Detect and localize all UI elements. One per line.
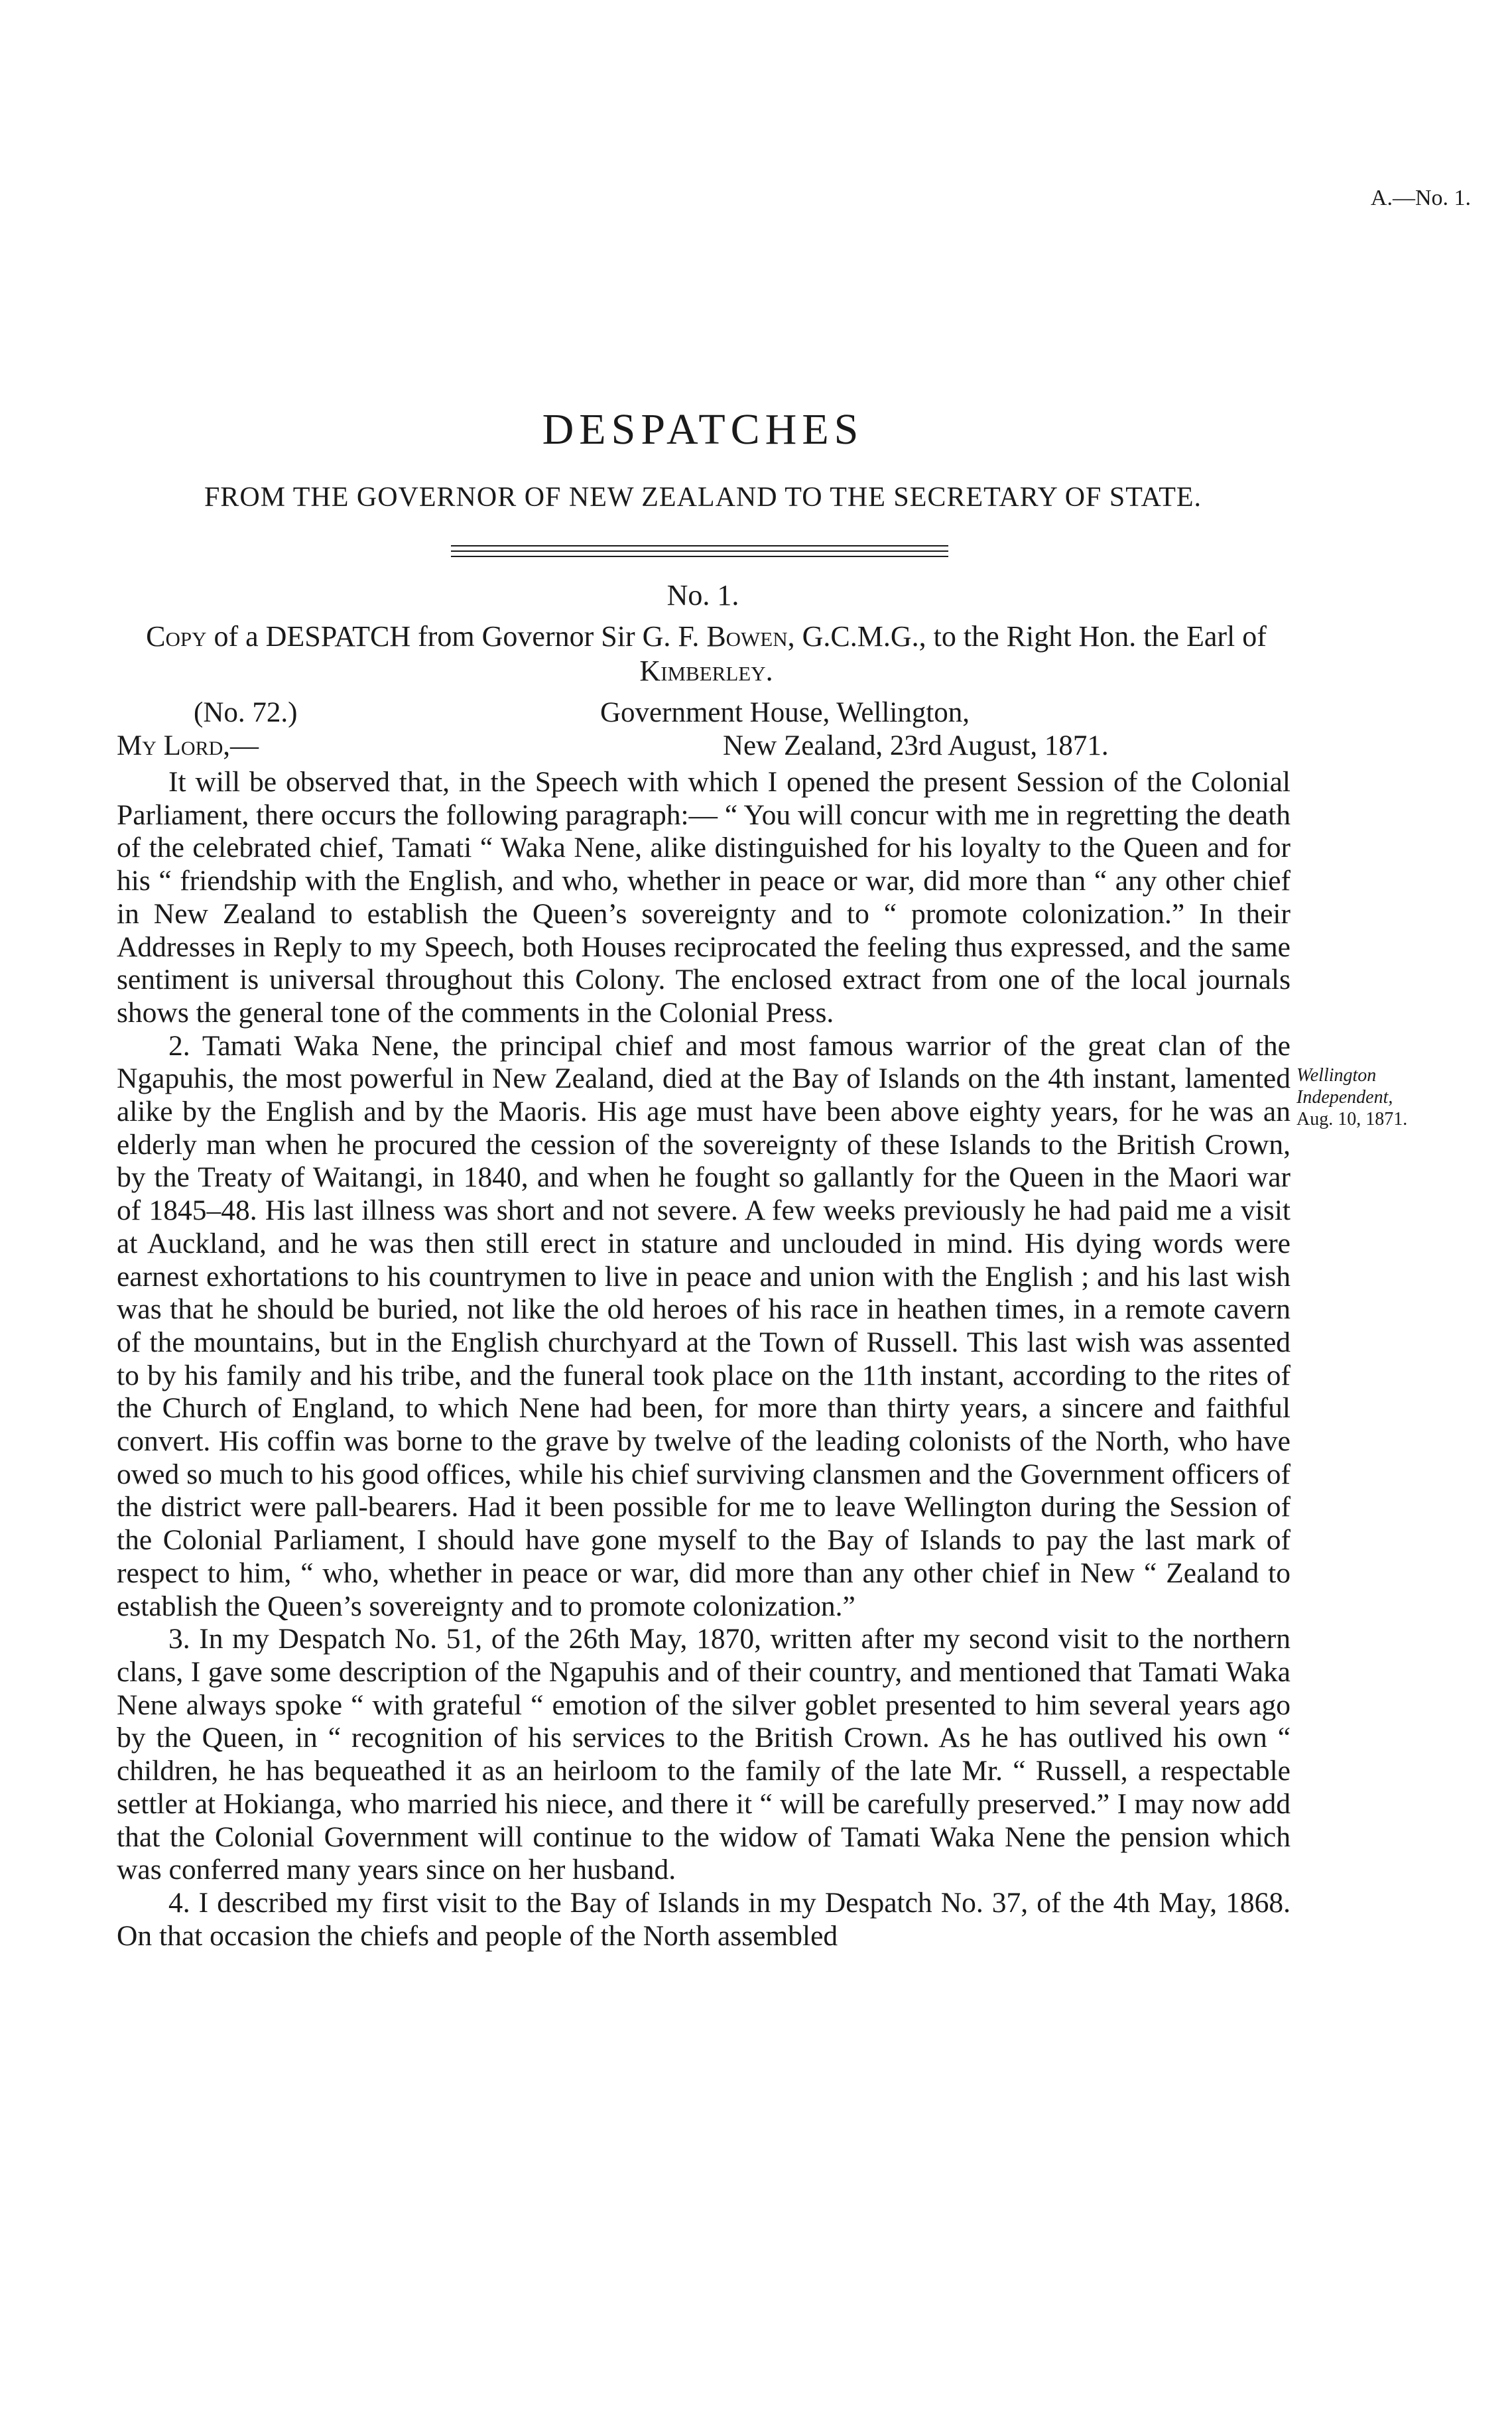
title-rule-bottom bbox=[451, 556, 948, 557]
copy-word: Copy bbox=[146, 620, 207, 653]
paragraph-4: 4. I described my first visit to the Bay of Islands in my Despatch No. 37, of the 4th May, 1868. On that occasion the chiefs and people of the North assembled bbox=[117, 1886, 1291, 1952]
despatch-number: No. 1. bbox=[666, 579, 739, 611]
heading-text-1: of a DESPATCH from Governor Sir G. F. bbox=[206, 620, 707, 653]
page-reference: A.—No. 1. bbox=[1370, 186, 1471, 210]
margin-note-line-1: Wellington bbox=[1296, 1065, 1377, 1086]
despatch-heading bbox=[119, 619, 1293, 688]
salutation: My Lord,— bbox=[117, 730, 259, 761]
margin-note-line-3: Aug. 10, 1871. bbox=[1296, 1109, 1408, 1129]
earl-name: Kimberley bbox=[639, 655, 766, 687]
paragraph-2: 2. Tamati Waka Nene, the principal chief and most famous warrior of the great clan of the Ngapuhis, the most powerful in New Zealand, died at the Bay of Islands on the 4th instant, lamented alike by the English and by the Maoris. His age must have been above eighty years, for he was an elderly man when he procured the cession of the sovereignty of these Islands to the British Crown, by the Treaty of Waitangi, in 1840, and when he fought so gallantly for the Queen in the Maori war of 1845–48. His last illness was short and not severe. A few weeks previously he had paid me a visit at Auckland, and he was then still erect in stature and unclouded in mind. His dying words were earnest exhortations to his countrymen to live in peace and union with the English ; and his last wish was that he should be buried, not like the old heroes of his race in heathen times, in a remote cavern of the mountains, but in the English churchyard at the Town of Russell. This last wish was assented to by his family and his tribe, and the funeral took place on the 11th instant, according to the rites of the Church of England, to which Nene had been, for more than thirty years, a sincere and faithful convert. His coffin was borne to the grave by twelve of the leading colonists of the North, who have owed so much to his good offices, while his chief surviving clansmen and the Government officers of the district were pall-bearers. Had it been possible for me to leave Wellington during the Session of the Colonial Parliament, I should have gone myself to the Bay of Islands to pay the last mark of respect to him, “ who, whether in peace or war, did more than any other chief in New “ Zealand to establish the Queen’s sovereignty and to promote colonization.” bbox=[117, 1029, 1291, 1622]
governor-name: Bowen bbox=[706, 620, 788, 653]
heading-text-end: . bbox=[765, 655, 773, 687]
despatch-date: New Zealand, 23rd August, 1871. bbox=[723, 730, 1109, 761]
document-subtitle: FROM THE GOVERNOR OF NEW ZEALAND TO THE SECRETARY OF STATE. bbox=[204, 482, 1202, 513]
margin-note bbox=[1296, 1064, 1495, 1130]
document-title: DESPATCHES bbox=[542, 405, 864, 454]
margin-note-line-2: Independent, bbox=[1296, 1087, 1393, 1108]
paragraph-1: It will be observed that, in the Speech with which I opened the present Session of the Colonial Parliament, there occurs the following paragraph:— “ You will concur with me in regretting the death of the celebrated chief, Tamati “ Waka Nene, alike distinguished for his loyalty to the Queen and for his “ friendship with the English, and who, whether in peace or war, did more than “ any other chief in New Zealand to establish the Queen’s sovereignty and to “ promote colonization.” In their Addresses in Reply to my Speech, both Houses reciprocated the feeling thus expressed, and the same sentiment is universal throughout this Colony. The enclosed extract from one of the local journals shows the general tone of the comments in the Colonial Press. bbox=[117, 766, 1291, 1029]
heading-text-2: , G.C.M.G., to the Right Hon. the Earl of bbox=[787, 620, 1267, 653]
title-rule-top bbox=[451, 545, 948, 546]
despatch-ref-no: (No. 72.) bbox=[194, 697, 298, 728]
title-rule-middle bbox=[451, 550, 948, 552]
sender-location: Government House, Wellington, bbox=[600, 697, 970, 728]
paragraph-3: 3. In my Despatch No. 51, of the 26th May, 1870, written after my second visit to the northern clans, I gave some description of the Ngapuhis and of their country, and mentioned that Tamati Waka Nene always spoke “ with grateful “ emotion of the silver goblet presented to him several years ago by the Queen, in “ recognition of his services to the British Crown. As he has outlived his own “ children, he has bequeathed it as an heirloom to the family of the late Mr. “ Russell, a respectable settler at Hokianga, who married his niece, and there it “ will be carefully preserved.” I may now add that the Colonial Government will continue to the widow of Tamati Waka Nene the pension which was conferred many years since on her husband. bbox=[117, 1623, 1291, 1886]
despatch-body bbox=[117, 766, 1291, 1953]
